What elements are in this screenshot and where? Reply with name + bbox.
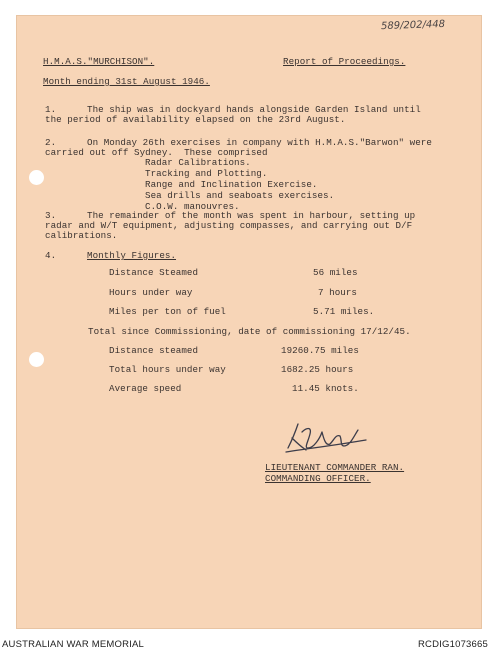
total-heading: Total since Commissioning, date of commissioning 17/12/45. (88, 326, 411, 337)
figure-value: 7 hours (318, 287, 357, 298)
para-3-line-1: The remainder of the month was spent in harbour, setting up (87, 210, 416, 221)
para-4-number: 4. (45, 250, 57, 261)
punch-hole-bottom (29, 352, 44, 367)
exercise-item: Sea drills and seaboats exercises. (145, 190, 335, 201)
monthly-figures-heading: Monthly Figures. (87, 250, 177, 261)
total-label: Total hours under way (109, 364, 226, 375)
figure-value: 5.71 miles. (313, 306, 375, 317)
figure-label: Distance Steamed (109, 267, 199, 278)
exercise-item: Radar Calibrations. (145, 157, 251, 168)
total-value: 1682.25 hours (281, 364, 354, 375)
signatory-rank: LIEUTENANT COMMANDER RAN. (265, 462, 405, 473)
figure-label: Miles per ton of fuel (109, 306, 226, 317)
signatory-position: COMMANDING OFFICER. (265, 473, 371, 484)
figure-value: 56 miles (313, 267, 358, 278)
total-value: 11.45 knots. (292, 383, 359, 394)
para-2-line-1: On Monday 26th exercises in company with H.M.A.S."Barwon" were (87, 137, 432, 148)
footer-record-id: RCDIG1073665 (418, 639, 488, 650)
report-title: Report of Proceedings. (283, 56, 406, 67)
total-label: Average speed (109, 383, 182, 394)
para-3-line-2: radar and W/T equipment, adjusting compasses, and carrying out D/F (45, 220, 413, 231)
para-1-line-1: The ship was in dockyard hands alongside Garden Island until (87, 104, 421, 115)
archive-reference: 589/202/448 (380, 18, 446, 33)
footer-institution: AUSTRALIAN WAR MEMORIAL (2, 639, 145, 650)
para-2-number: 2. (45, 137, 57, 148)
report-period: Month ending 31st August 1946. (43, 76, 210, 87)
para-3-line-3: calibrations. (45, 230, 118, 241)
exercise-item: Range and Inclination Exercise. (145, 179, 318, 190)
punch-hole-top (29, 170, 44, 185)
total-value: 19260.75 miles (281, 345, 359, 356)
exercise-item: Tracking and Plotting. (145, 168, 268, 179)
exercise-item: C.O.W. manouvres. (145, 201, 240, 212)
para-2-line-2: carried out off Sydney. These comprised (45, 147, 268, 158)
ship-name: H.M.A.S."MURCHISON". (43, 56, 155, 67)
para-3-number: 3. (45, 210, 57, 221)
para-1-line-2: the period of availability elapsed on the 23rd August. (45, 114, 346, 125)
para-1-number: 1. (45, 104, 57, 115)
handwritten-signature (282, 418, 372, 458)
figure-label: Hours under way (109, 287, 193, 298)
total-label: Distance steamed (109, 345, 199, 356)
